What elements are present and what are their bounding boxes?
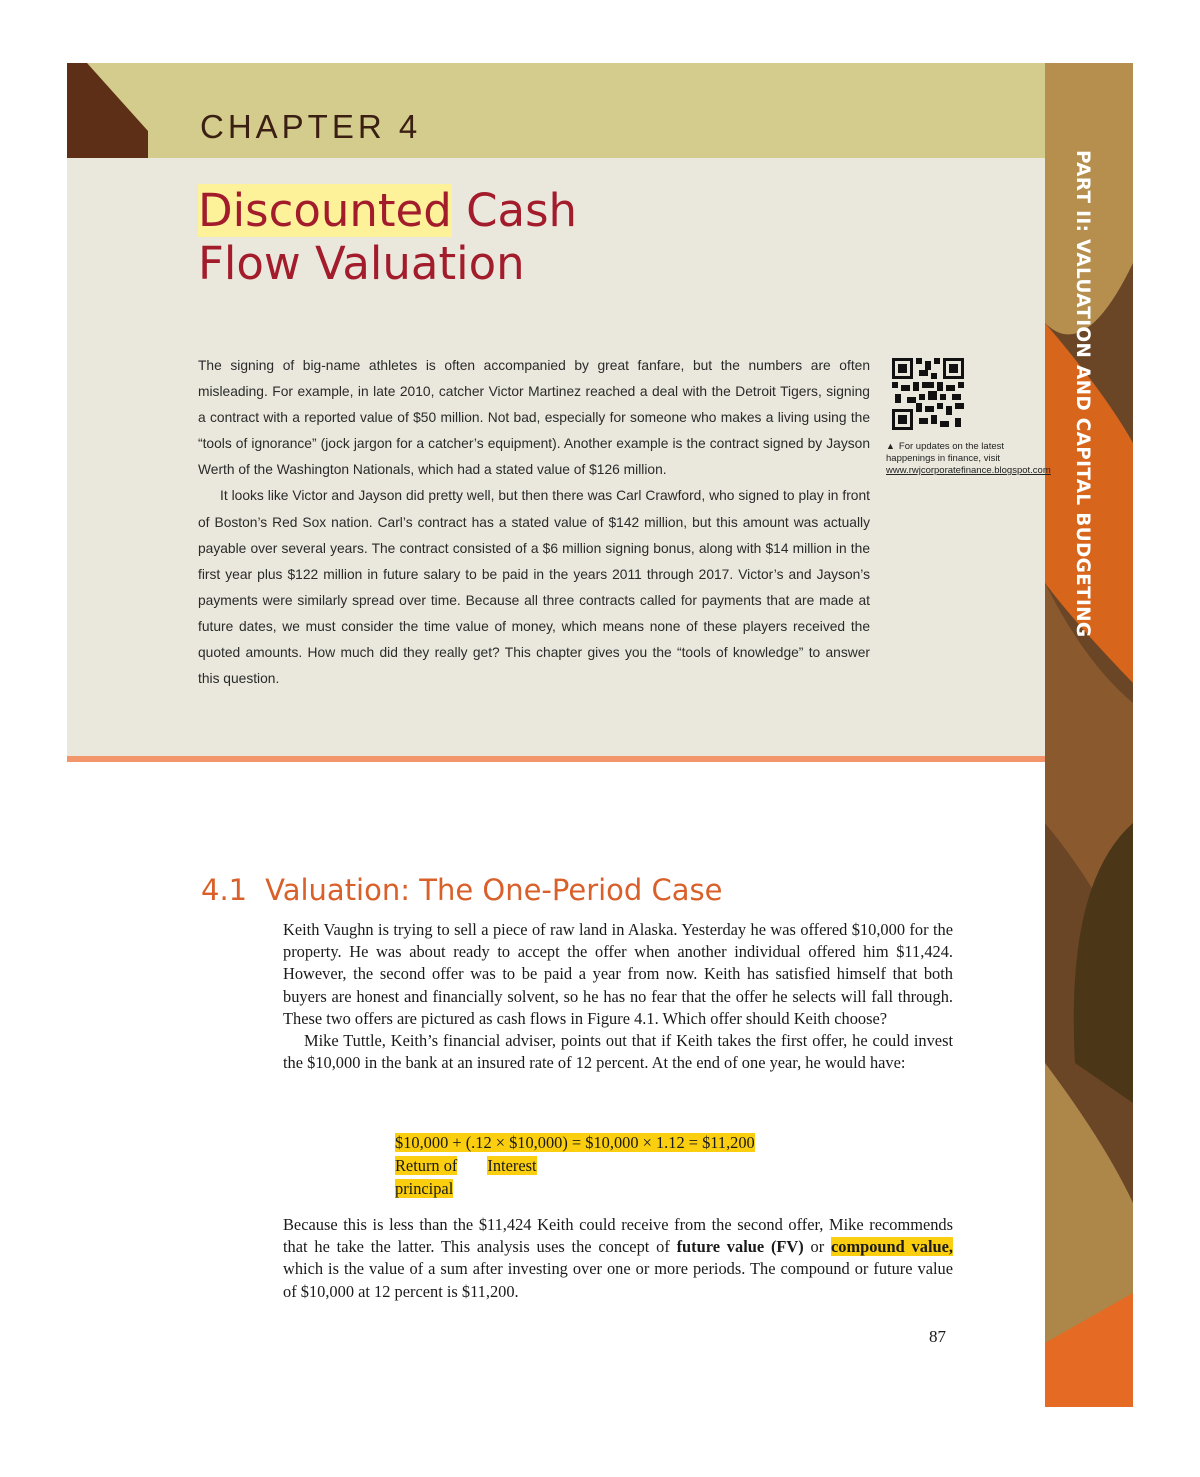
blog-link[interactable]: www.rwjcorporatefinance.blogspot.com [886, 465, 1051, 476]
intro-paragraph: It looks like Victor and Jayson did pretty well, but then there was Carl Crawford, who signed to play in front of Boston’s Red Sox nation. Carl’s contract has a stated value of $142 million, but this amount was actually payable over several years. The contract consisted of a $6 million signing bonus, along with $14 million in the first year plus $122 million in future salary to be paid in the years 2011 through 2017. Victor’s and Jayson’s payments were similarly spread over time. Because all three contracts called for payments that are made at future dates, we must consider the time value of money, which means none of these players received the quoted amounts. How much did they really get? This chapter gives you the “tools of knowledge” to answer this question. [198, 488, 870, 687]
title-rest: Cash [451, 184, 578, 237]
paragraph-text: Because this is less than the $11,424 Keith could receive from the second offer, Mike recommends that he take the latter. This analysis uses the concept of [283, 1215, 953, 1257]
header-corner-ornament [67, 63, 148, 158]
section-body [283, 919, 953, 1074]
body-paragraph [283, 1214, 953, 1303]
section-number: 4.1 [201, 873, 248, 907]
equation: $10,000 + (.12 × $10,000) = $10,000 × 1.12 = $11,200 [395, 1133, 755, 1152]
intro-paragraph: The signing of big-name athletes is often accompanied by great fanfare, but the numbers are often misleading. For example, in late 2010, catcher Victor Martinez reached a deal with the Detroit Tigers, signing a contract with a reported value of $50 million. Not bad, especially for someone who makes a living using the “tools of ignorance” (jock jargon for a catcher’s equipment). Another example is the contract signed by Jayson Werth of the Washington Nationals, which had a stated value of $126 million. [198, 358, 870, 478]
intro-divider [67, 756, 1045, 762]
body-paragraph: Keith Vaughn is trying to sell a piece of raw land in Alaska. Yesterday he was offered $10,000 for the property. He was about ready to accept the offer when another individual offered him $11,424. However, the second offer was to be paid a year from now. Keith has satisfied himself that both buyers are honest and financially solvent, so he has no fear that the offer he selects will fall through. These two offers are pictured as cash flows in Figure 4.1. Which offer should Keith choose? [283, 920, 953, 1028]
chapter-title-line-1 [198, 184, 578, 237]
chapter-intro-text [198, 353, 870, 692]
term-compound-value: compound value, [830, 1237, 953, 1257]
part-tab-label: PART II: VALUATION AND CAPITAL BUDGETING [1072, 150, 1093, 638]
equation-label-interest: Interest [487, 1156, 537, 1175]
qr-caption-text: For updates on the latest happenings in finance, visit [886, 441, 1005, 464]
part-tab [1053, 150, 1113, 638]
title-highlighted-word: Discounted [198, 184, 452, 237]
qr-caption [886, 440, 1051, 477]
term-future-value: future value (FV) [676, 1237, 804, 1257]
qr-code-icon [892, 358, 964, 430]
paragraph-text: or [803, 1237, 831, 1257]
body-paragraph: Mike Tuttle, Keith’s financial adviser, points out that if Keith takes the first offer, he could invest the $10,000 in the bank at an insured rate of 12 percent. At the end of one year, he would have: [283, 1031, 953, 1073]
equation-label-principal: principal [395, 1179, 454, 1198]
page-number: 87 [929, 1327, 946, 1346]
section-title: Valuation: The One-Period Case [265, 873, 723, 907]
paragraph-text: which is the value of a sum after investing over one or more periods. The compound or future value of $10,000 at 12 percent is $11,200. [283, 1259, 953, 1301]
chapter-title-line-2: Flow Valuation [198, 237, 525, 290]
section-body-continued [283, 1214, 953, 1303]
equation-label-return-of: Return of [395, 1156, 458, 1175]
section-heading [201, 873, 723, 907]
triangle-up-icon: ▲ [886, 441, 895, 451]
chapter-label: CHAPTER 4 [200, 108, 422, 145]
